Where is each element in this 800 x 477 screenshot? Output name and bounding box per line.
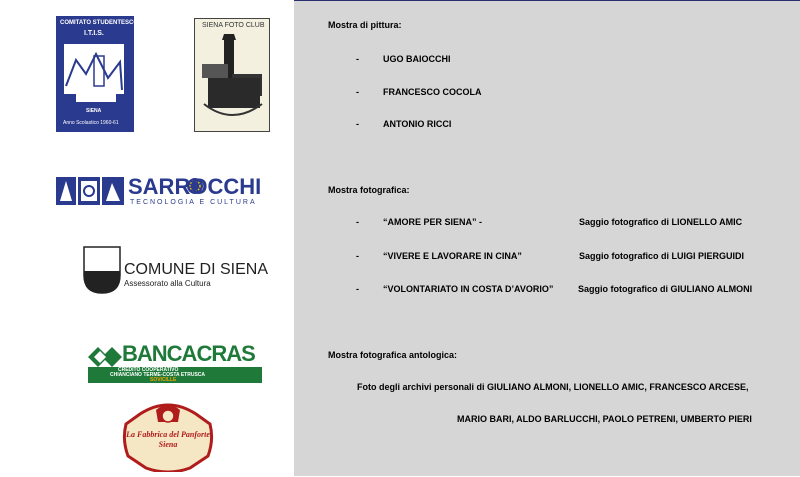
banca-cras-logo xyxy=(88,343,262,383)
banca-name: BANCACRAS xyxy=(122,341,255,366)
heading-fotografica: Mostra fotografica: xyxy=(328,185,410,195)
foto-credit-1: Saggio fotografico di LIONELLO AMIC xyxy=(579,217,743,227)
foto-title-1: “AMORE PER SIENA” - xyxy=(383,217,483,227)
foto-title-2: “VIVERE E LAVORARE IN CINA” xyxy=(383,251,522,261)
comitato-city: SIENA xyxy=(86,108,102,114)
pittura-name-3: ANTONIO RICCI xyxy=(383,119,452,129)
heading-pittura: Mostra di pittura: xyxy=(328,20,402,30)
sarrocchi-tagline: TECNOLOGIA E CULTURA xyxy=(130,199,257,206)
comitato-studentesco-logo xyxy=(56,16,138,132)
comune-sub: Assessorato alla Cultura xyxy=(124,279,211,288)
comitato-line1: COMITATO STUDENTESCO xyxy=(60,20,138,26)
antologica-line1: Foto degli archivi personali di GIULIANO ALMONI, LIONELLO AMIC, FRANCESCO ARCESE, xyxy=(357,382,749,392)
foto-credit-2: Saggio fotografico di LUIGI PIERGUIDI xyxy=(579,251,745,261)
pittura-name-1: UGO BAIOCCHI xyxy=(383,54,451,64)
banca-line2: CHIANCIANO TERME-COSTA ETRUSCA xyxy=(110,372,205,378)
heading-antologica: Mostra fotografica antologica: xyxy=(328,350,458,360)
foto-credit-3: Saggio fotografico di GIULIANO ALMONI xyxy=(578,284,753,294)
antologica-line2: MARIO BARI, ALDO BARLUCCHI, PAOLO PETRENI, UMBERTO PIERI xyxy=(457,414,752,424)
pittura-dash-3: - xyxy=(356,119,359,129)
comune-di-siena-logo xyxy=(82,245,269,295)
siena-foto-club-logo xyxy=(194,18,270,132)
fabbrica-panforte-logo xyxy=(120,400,216,472)
banca-line3: SOVICILLE xyxy=(150,377,177,383)
foto-dash-2: - xyxy=(356,251,359,261)
pittura-dash-2: - xyxy=(356,87,359,97)
foto-club-title: SIENA FOTO CLUB xyxy=(202,22,265,29)
foto-dash-1: - xyxy=(356,217,359,227)
comitato-year: Anno Scolastico 1960-61 xyxy=(63,120,119,126)
pittura-name-2: FRANCESCO COCOLA xyxy=(383,87,482,97)
program-panel xyxy=(294,0,800,476)
foto-title-3: “VOLONTARIATO IN COSTA D’AVORIO” xyxy=(383,284,554,294)
banca-line1: CREDITO COOPERATIVO xyxy=(118,367,179,373)
sarrocchi-name: SARROCCHI xyxy=(128,174,262,199)
sarrocchi-logo xyxy=(56,175,272,209)
fabbrica-text: La Fabbrica del Panforte Siena xyxy=(126,430,210,449)
logo-column xyxy=(0,0,294,476)
comune-name: COMUNE DI SIENA xyxy=(124,261,269,278)
comitato-line2: I.T.I.S. xyxy=(84,30,104,37)
foto-dash-3: - xyxy=(356,284,359,294)
pittura-dash-1: - xyxy=(356,54,359,64)
